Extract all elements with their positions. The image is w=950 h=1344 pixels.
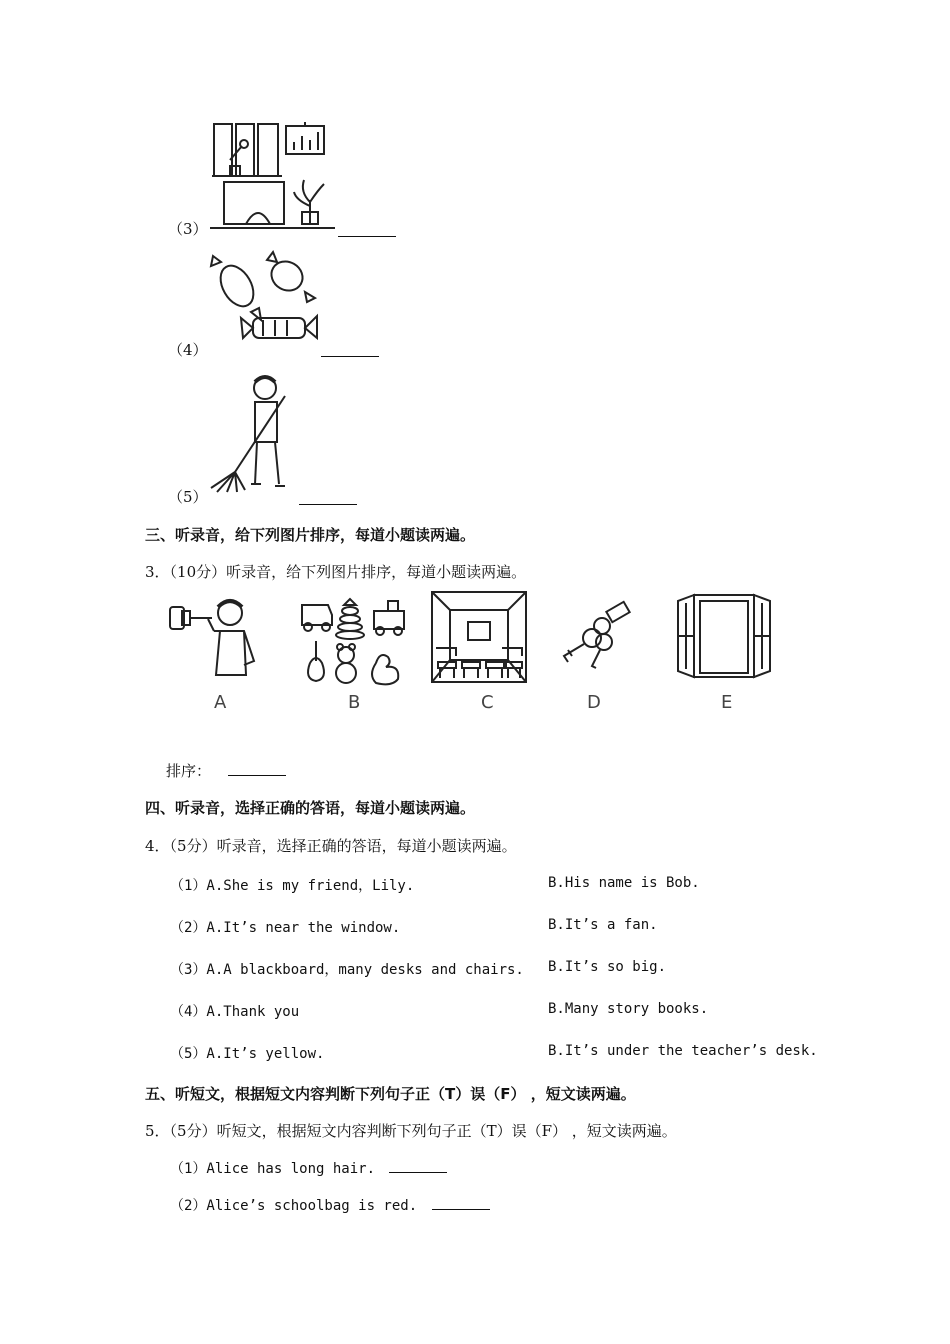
option-1a: （1）A.She is my friend，Lily.: [170, 878, 415, 894]
office-desk-icon: [210, 120, 335, 232]
picture-c: [430, 590, 528, 688]
picture-a: [168, 595, 260, 685]
picture-e: [674, 593, 774, 683]
statement-2-text: （2）Alice’s schoolbag is red.: [170, 1198, 418, 1214]
weightlifting-man-icon: [168, 595, 260, 681]
classroom-icon: [430, 590, 528, 684]
statement-2-blank[interactable]: [432, 1195, 490, 1210]
option-4b: B.Many story books.: [548, 1001, 709, 1017]
statement-2: [170, 1195, 490, 1215]
section-4-heading: 四、听录音，选择正确的答语，每道小题读两遍。: [145, 799, 476, 817]
option-3b: B.It’s so big.: [548, 959, 667, 975]
option-4a: （4）A.Thank you: [170, 1004, 300, 1020]
picture-label-c: C: [481, 692, 494, 713]
order-label: [166, 760, 286, 781]
section-5-heading: 五、听短文，根据短文内容判断下列句子正（T）误（F） ，短文读两遍。: [145, 1085, 636, 1103]
picture-item-3: [210, 120, 335, 236]
picture-label-b: B: [348, 692, 361, 713]
sweeping-boy-icon: [205, 372, 295, 494]
picture-b: [300, 593, 408, 689]
option-5a: （5）A.It’s yellow.: [170, 1046, 325, 1062]
option-3a: （3）A.A blackboard，many desks and chairs.: [170, 962, 524, 978]
picture-label-d: D: [587, 692, 601, 713]
answer-blank-3[interactable]: [338, 222, 396, 237]
item-number-4: （4）: [168, 341, 208, 359]
picture-d: [556, 600, 632, 674]
question-4: 4．（5分）听录音，选择正确的答语，每道小题读两遍。: [145, 837, 517, 855]
picture-label-a: A: [214, 692, 227, 713]
picture-item-4: [205, 248, 325, 352]
window-icon: [674, 593, 774, 679]
keys-icon: [556, 600, 632, 670]
order-label-text: 排序：: [166, 762, 212, 780]
answer-blank-5[interactable]: [299, 490, 357, 505]
option-5b: B.It’s under the teacher’s desk.: [548, 1043, 818, 1059]
option-1b: B.His name is Bob.: [548, 875, 700, 891]
picture-item-5: [205, 372, 295, 498]
section-3-heading: 三、听录音，给下列图片排序，每道小题读两遍。: [145, 526, 476, 544]
option-2b: B.It’s a fan.: [548, 917, 658, 933]
question-3: 3．（10分）听录音，给下列图片排序，每道小题读两遍。: [145, 563, 527, 581]
statement-1-blank[interactable]: [389, 1158, 447, 1173]
toys-icon: [300, 593, 408, 685]
item-number-3: （3）: [168, 220, 208, 238]
item-number-5: （5）: [168, 488, 208, 506]
option-2a: （2）A.It’s near the window.: [170, 920, 401, 936]
order-answer-blank[interactable]: [228, 761, 286, 776]
statement-1-text: （1）Alice has long hair.: [170, 1161, 376, 1177]
question-5: 5．（5分）听短文，根据短文内容判断下列句子正（T）误（F） ，短文读两遍。: [145, 1122, 677, 1140]
statement-1: [170, 1158, 447, 1178]
picture-label-e: E: [721, 692, 733, 713]
answer-blank-4[interactable]: [321, 342, 379, 357]
candy-icon: [205, 248, 325, 348]
